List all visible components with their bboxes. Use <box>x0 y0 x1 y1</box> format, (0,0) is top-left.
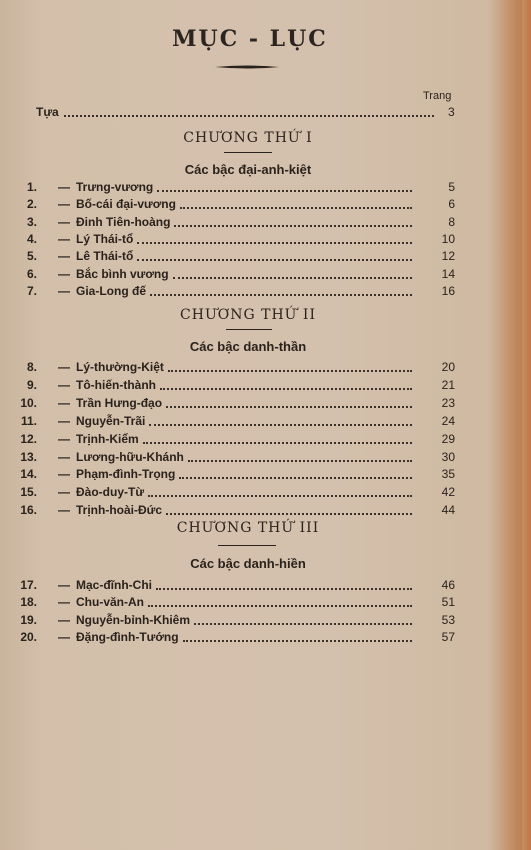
entry-dash: — <box>58 612 70 627</box>
entry-page: 57 <box>441 630 455 645</box>
chapter-heading: CHƯƠNG THỨ II <box>180 307 316 323</box>
entry-number: 7. <box>26 283 37 298</box>
entry-name: Đặng-đình-Tướng <box>76 630 179 645</box>
entry-dash: — <box>58 395 70 410</box>
entry-name: Bố-cái đại-vương <box>76 197 176 212</box>
entry-name: Bắc bình vương <box>76 266 169 281</box>
entry-page: 53 <box>441 612 455 627</box>
entry-dash: — <box>58 431 70 446</box>
entry-leader <box>150 284 412 296</box>
entry-name: Lý-thường-Kiệt <box>76 360 164 374</box>
toc-entry <box>0 215 531 233</box>
entry-name: Nguyễn-bỉnh-Khiêm <box>76 612 190 627</box>
page-title: MỤC - LỤC <box>172 26 328 52</box>
toc-entry <box>0 267 531 285</box>
toc-entry <box>0 249 531 267</box>
entry-number: 16. <box>20 503 37 518</box>
entry-number: 9. <box>26 377 37 392</box>
entry-number: 20. <box>20 630 37 645</box>
entry-number: 10. <box>20 395 37 410</box>
toc-entry <box>0 485 531 503</box>
entry-leader <box>174 215 412 227</box>
entry-dash: — <box>58 214 70 229</box>
entry-leader <box>168 360 412 372</box>
chapter-heading: CHƯƠNG THỨ I <box>183 130 313 146</box>
entry-number: 3. <box>26 214 37 229</box>
section-heading: Các bậc đại-anh-kiệt <box>184 162 312 177</box>
entry-name: Chu-văn-An <box>76 595 144 610</box>
entry-name: Phạm-đình-Trọng <box>76 467 176 482</box>
entry-leader <box>179 467 412 479</box>
entry-leader <box>137 249 412 261</box>
entry-number: 14. <box>20 467 37 482</box>
entry-leader <box>149 414 412 426</box>
toc-entry <box>0 630 531 648</box>
entry-dash: — <box>58 595 70 610</box>
toc-entry <box>0 503 531 521</box>
entry-name: Lương-hữu-Khánh <box>76 449 184 464</box>
entry-page: 14 <box>441 266 455 281</box>
entry-page: 35 <box>441 467 455 482</box>
entry-dash: — <box>58 180 70 194</box>
entry-page: 24 <box>441 413 455 428</box>
entry-page: 42 <box>441 485 455 500</box>
entry-number: 11. <box>20 413 37 428</box>
entry-leader <box>188 450 412 462</box>
entry-leader <box>148 485 412 497</box>
entry-dash: — <box>58 413 70 428</box>
preface-page: 3 <box>448 105 455 119</box>
section-heading: Các bậc danh-hiền <box>190 556 306 571</box>
entry-dash: — <box>58 630 70 645</box>
entry-dash: — <box>58 578 70 592</box>
entry-leader <box>157 180 412 192</box>
chapter-rule <box>218 545 276 546</box>
entry-page: 30 <box>441 449 455 464</box>
entry-leader <box>166 503 412 515</box>
entry-number: 6. <box>26 266 37 281</box>
toc-entry <box>0 197 531 215</box>
page-column-label: Trang <box>423 90 452 102</box>
toc-entry <box>0 360 531 378</box>
entry-page: 51 <box>441 595 455 610</box>
entry-number: 19. <box>20 612 37 627</box>
toc-entry <box>0 180 531 198</box>
entry-name: Lý Thái-tổ <box>76 231 134 246</box>
toc-entry <box>0 432 531 450</box>
entry-page: 20 <box>441 360 455 374</box>
entry-name: Gia-Long đế <box>76 283 146 298</box>
entry-leader <box>194 613 412 625</box>
entry-name: Mạc-đĩnh-Chi <box>76 578 152 592</box>
entry-page: 46 <box>441 578 455 592</box>
entry-number: 12. <box>20 431 37 446</box>
entry-dash: — <box>58 197 70 212</box>
chapter-rule <box>226 329 272 330</box>
entry-dash: — <box>58 360 70 374</box>
entry-dash: — <box>58 449 70 464</box>
entry-name: Lê Thái-tổ <box>76 249 134 264</box>
entry-page: 23 <box>441 395 455 410</box>
entry-page: 6 <box>448 197 455 212</box>
entry-page: 21 <box>441 377 455 392</box>
title-ornament <box>215 64 279 70</box>
entry-page: 16 <box>441 283 455 298</box>
entry-leader <box>143 432 412 444</box>
toc-entry <box>0 595 531 613</box>
entry-dash: — <box>58 231 70 246</box>
entry-page: 8 <box>448 214 455 229</box>
preface-leader <box>64 106 434 117</box>
section-heading: Các bậc danh-thần <box>189 339 307 354</box>
toc-entry <box>0 284 531 302</box>
entry-leader <box>160 378 412 390</box>
entry-number: 8. <box>26 360 37 374</box>
preface-label: Tựa <box>36 105 59 119</box>
entry-leader <box>156 578 412 590</box>
toc-entry <box>0 578 531 596</box>
entry-name: Trịnh-Kiểm <box>76 431 139 446</box>
entry-dash: — <box>58 467 70 482</box>
entry-name: Đinh Tiên-hoàng <box>76 214 171 229</box>
entry-leader <box>180 197 412 209</box>
entry-dash: — <box>58 249 70 264</box>
entry-number: 1. <box>26 180 37 194</box>
entry-leader <box>148 595 412 607</box>
entry-leader <box>183 630 412 642</box>
entry-page: 5 <box>448 180 455 194</box>
entry-number: 17. <box>20 578 37 592</box>
chapter-heading: CHƯƠNG THỨ III <box>176 520 320 536</box>
entry-leader <box>173 267 412 279</box>
entry-dash: — <box>58 503 70 518</box>
entry-number: 5. <box>26 249 37 264</box>
entry-number: 18. <box>20 595 37 610</box>
entry-page: 12 <box>441 249 455 264</box>
entry-dash: — <box>58 485 70 500</box>
entry-page: 29 <box>441 431 455 446</box>
entry-name: Tô-hiến-thành <box>76 377 156 392</box>
toc-entry <box>0 378 531 396</box>
toc-entry <box>0 396 531 414</box>
entry-number: 4. <box>26 231 37 246</box>
entry-name: Nguyễn-Trãi <box>76 413 146 428</box>
entry-number: 2. <box>26 197 37 212</box>
entry-leader <box>166 396 412 408</box>
entry-leader <box>137 232 412 244</box>
entry-name: Trần Hưng-đạo <box>76 395 163 410</box>
entry-name: Trưng-vương <box>76 180 154 194</box>
chapter-rule <box>224 152 272 153</box>
entry-name: Đào-duy-Từ <box>76 485 145 500</box>
entry-dash: — <box>58 283 70 298</box>
entry-number: 13. <box>20 449 37 464</box>
toc-entry <box>0 414 531 432</box>
toc-entry <box>0 450 531 468</box>
entry-page: 10 <box>441 231 455 246</box>
toc-entry <box>0 232 531 250</box>
toc-entry <box>0 467 531 485</box>
entry-number: 15. <box>20 485 37 500</box>
toc-entry <box>0 613 531 631</box>
entry-dash: — <box>58 266 70 281</box>
entry-name: Trịnh-hoài-Đức <box>76 503 163 518</box>
entry-dash: — <box>58 377 70 392</box>
entry-page: 44 <box>441 503 455 518</box>
